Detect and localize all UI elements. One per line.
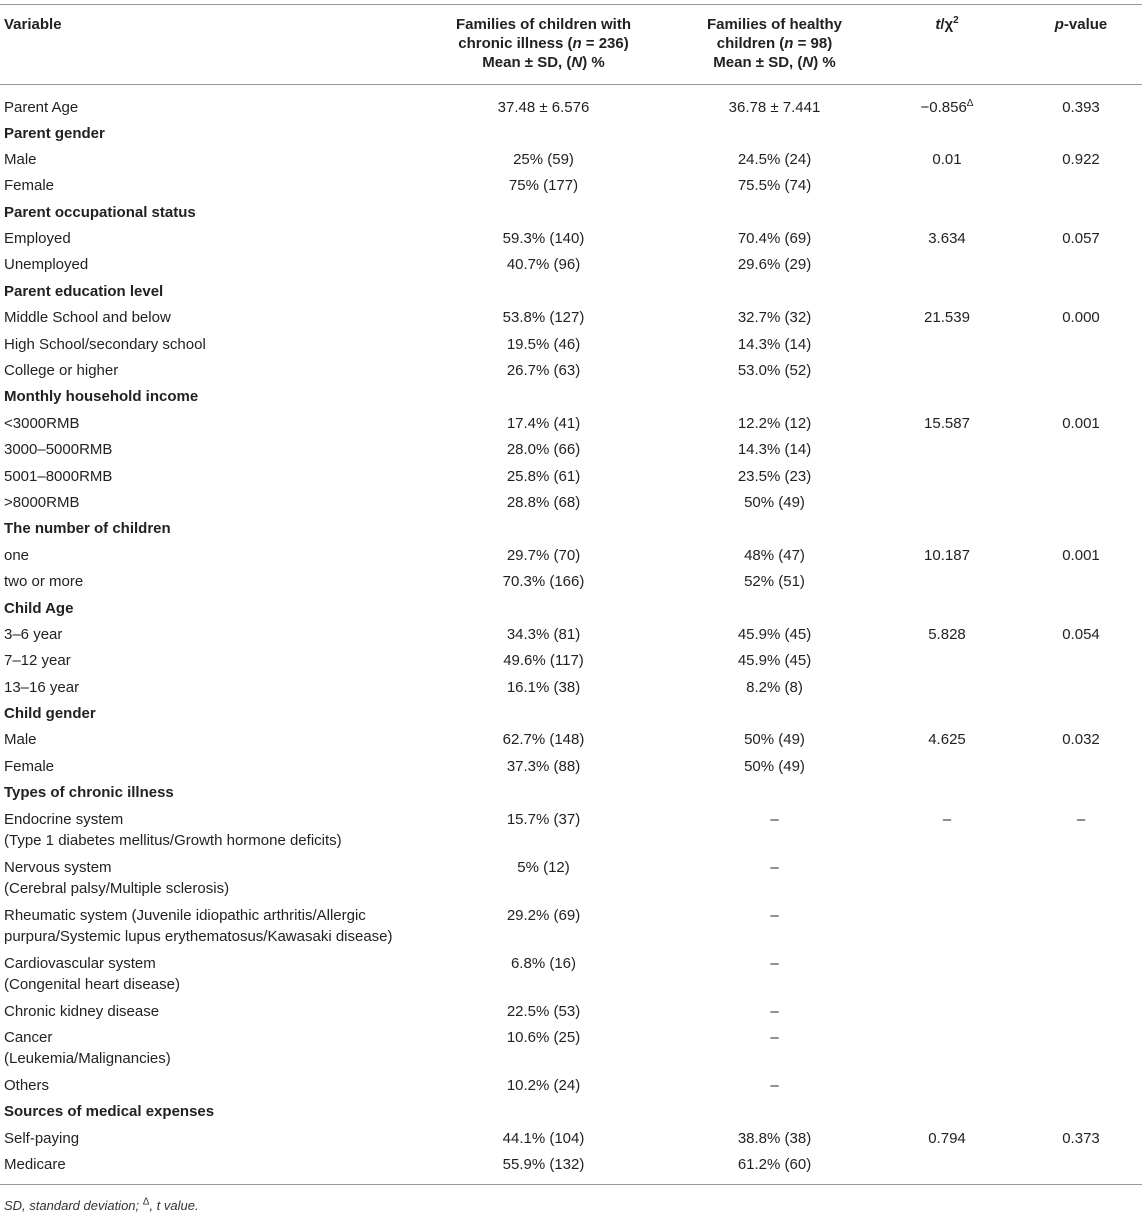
table-row <box>0 146 1142 172</box>
cell-statistic: 0.01 <box>932 150 962 168</box>
section-heading: Parent gender <box>4 124 105 142</box>
cell-healthy: 14.3% (14) <box>737 441 812 459</box>
cell-p-value: 0.393 <box>1062 99 1100 116</box>
row-variable: Male <box>4 731 37 749</box>
row-variable: Self-paying <box>4 1129 80 1147</box>
section-row <box>0 700 1142 726</box>
section-heading: Child Age <box>4 599 74 617</box>
table-row <box>0 568 1142 594</box>
cell-chronic: 25% (59) <box>513 150 574 168</box>
cell-chronic: 29.7% (70) <box>506 546 581 564</box>
table-row <box>0 1125 1142 1151</box>
cell-chronic: 53.8% (127) <box>502 309 585 327</box>
cell-healthy: 45.9% (45) <box>737 625 812 643</box>
row-variable: 3–6 year <box>4 625 63 643</box>
row-variable: College or higher <box>4 362 119 380</box>
section-heading: Sources of medical expenses <box>4 1103 215 1121</box>
cell-chronic: 44.1% (104) <box>502 1129 585 1147</box>
cell-chronic: 55.9% (132) <box>502 1156 585 1174</box>
cell-healthy: – <box>770 810 779 828</box>
section-row <box>0 199 1142 225</box>
table-row <box>0 172 1142 198</box>
cell-p-value: 0.001 <box>1062 546 1100 564</box>
table-row <box>0 806 1142 854</box>
cell-p-value: – <box>1076 810 1086 828</box>
cell-chronic: 59.3% (140) <box>502 230 585 248</box>
table-row <box>0 726 1142 752</box>
row-variable: Endocrine system (Type 1 diabetes mellitus/Growth hormone deficits) <box>4 810 342 849</box>
cell-healthy: 75.5% (74) <box>737 177 812 195</box>
row-variable: Nervous system (Cerebral palsy/Multiple sclerosis) <box>4 858 230 897</box>
row-variable: Unemployed <box>4 256 89 274</box>
header-healthy: Families of healthy children (n = 98) Mean ± SD, (N) % <box>706 16 843 71</box>
table-row <box>0 489 1142 515</box>
header-chronic-illness: Families of children with chronic illness (n = 236) Mean ± SD, (N) % <box>455 16 632 71</box>
cell-statistic: 0.794 <box>928 1129 966 1147</box>
demographics-table <box>0 4 1142 1185</box>
row-variable: one <box>4 546 30 564</box>
section-row <box>0 515 1142 541</box>
table-row <box>0 331 1142 357</box>
table-row <box>0 1151 1142 1184</box>
row-variable: Male <box>4 150 37 168</box>
header-p-value: p-value <box>1054 16 1108 33</box>
cell-statistic: 10.187 <box>924 546 970 564</box>
cell-chronic: 28.8% (68) <box>506 493 581 511</box>
cell-statistic: 21.539 <box>924 309 970 327</box>
table-row <box>0 251 1142 277</box>
table-row <box>0 85 1142 120</box>
cell-healthy: 29.6% (29) <box>737 256 812 274</box>
cell-chronic: 28.0% (66) <box>506 441 581 459</box>
row-variable: >8000RMB <box>4 493 80 511</box>
header-variable: Variable <box>4 16 62 33</box>
cell-chronic: 25.8% (61) <box>506 467 581 485</box>
row-variable: Others <box>4 1077 50 1095</box>
cell-healthy: – <box>770 906 779 924</box>
data-table-container <box>0 4 1142 1185</box>
table-row <box>0 436 1142 462</box>
cell-chronic: 37.3% (88) <box>506 757 581 775</box>
section-heading: Parent education level <box>4 282 164 300</box>
row-variable: <3000RMB <box>4 414 80 432</box>
table-row <box>0 410 1142 436</box>
cell-healthy: 53.0% (52) <box>737 362 812 380</box>
section-heading: Child gender <box>4 705 96 723</box>
row-variable: Rheumatic system (Juvenile idiopathic arthritis/Allergic purpura/Systemic lupus erythematosus/Kawasaki disease) <box>4 906 393 945</box>
cell-healthy: 61.2% (60) <box>737 1156 812 1174</box>
table-row <box>0 950 1142 998</box>
cell-statistic: 4.625 <box>928 731 966 749</box>
cell-healthy: 50% (49) <box>744 493 805 511</box>
cell-healthy: 24.5% (24) <box>737 150 812 168</box>
table-header-row <box>0 5 1142 85</box>
row-variable: two or more <box>4 573 84 591</box>
cell-statistic: 15.587 <box>924 414 970 432</box>
row-variable: Cardiovascular system (Congenital heart disease) <box>4 954 180 993</box>
cell-healthy: 48% (47) <box>744 546 805 564</box>
table-row <box>0 225 1142 251</box>
cell-healthy: 70.4% (69) <box>737 230 812 248</box>
cell-chronic: 70.3% (166) <box>502 573 585 591</box>
table-row <box>0 674 1142 700</box>
cell-p-value: 0.057 <box>1062 230 1100 248</box>
cell-healthy: – <box>770 1029 779 1047</box>
section-row <box>0 383 1142 409</box>
cell-p-value: 0.001 <box>1062 414 1100 432</box>
row-variable: 13–16 year <box>4 678 80 696</box>
cell-chronic: 40.7% (96) <box>506 256 581 274</box>
row-variable: 5001–8000RMB <box>4 467 113 485</box>
cell-healthy: 52% (51) <box>744 573 805 591</box>
row-variable: High School/secondary school <box>4 335 206 353</box>
cell-chronic: 5% (12) <box>517 858 570 876</box>
cell-chronic: 62.7% (148) <box>502 731 585 749</box>
cell-chronic: 10.6% (25) <box>506 1029 581 1047</box>
cell-healthy: 50% (49) <box>744 731 805 749</box>
cell-statistic: $-0.856^\Delta$ <box>920 98 974 116</box>
row-variable: Medicare <box>4 1156 66 1174</box>
cell-p-value: 0.054 <box>1062 625 1100 643</box>
cell-healthy: 32.7% (32) <box>737 309 812 327</box>
cell-healthy: – <box>770 1002 779 1020</box>
table-row <box>0 1024 1142 1072</box>
section-heading: Types of chronic illness <box>4 784 174 802</box>
table-row <box>0 304 1142 330</box>
section-row <box>0 120 1142 146</box>
section-heading: The number of children <box>4 520 171 538</box>
cell-healthy: 50% (49) <box>744 757 805 775</box>
cell-healthy: – <box>770 1077 779 1095</box>
row-variable: Cancer (Leukemia/Malignancies) <box>4 1029 171 1068</box>
cell-chronic: 37.48 ± 6.576 <box>497 99 590 116</box>
cell-chronic: 16.1% (38) <box>506 678 581 696</box>
table-row <box>0 647 1142 673</box>
cell-chronic: 17.4% (41) <box>506 414 581 432</box>
header-test-statistic: $t/\chi^2$ <box>935 15 959 33</box>
section-row <box>0 595 1142 621</box>
section-row <box>0 779 1142 805</box>
cell-chronic: 26.7% (63) <box>506 362 581 380</box>
cell-chronic: 49.6% (117) <box>503 652 584 670</box>
cell-statistic: – <box>942 810 952 828</box>
row-variable: Female <box>4 177 55 195</box>
row-variable: Parent Age <box>4 99 79 116</box>
row-variable: 3000–5000RMB <box>4 441 113 459</box>
cell-healthy: 23.5% (23) <box>737 467 812 485</box>
row-variable: Middle School and below <box>4 309 171 327</box>
row-variable: Chronic kidney disease <box>4 1002 160 1020</box>
table-row <box>0 621 1142 647</box>
table-row <box>0 542 1142 568</box>
cell-chronic: 75% (177) <box>508 177 579 195</box>
cell-chronic: 15.7% (37) <box>506 810 581 828</box>
cell-chronic: 29.2% (69) <box>506 906 581 924</box>
cell-chronic: 19.5% (46) <box>506 335 581 353</box>
table-row <box>0 753 1142 779</box>
cell-p-value: 0.000 <box>1062 309 1100 327</box>
cell-healthy: 45.9% (45) <box>737 652 812 670</box>
section-heading: Parent occupational status <box>4 203 196 221</box>
table-row <box>0 463 1142 489</box>
cell-chronic: 22.5% (53) <box>506 1002 581 1020</box>
row-variable: Employed <box>4 230 71 248</box>
table-footnote: SD, standard deviation; $^\Delta$, t value. <box>4 1196 199 1213</box>
table-row <box>0 998 1142 1024</box>
cell-healthy: – <box>770 858 779 876</box>
cell-healthy: 38.8% (38) <box>737 1129 812 1147</box>
table-row <box>0 1072 1142 1098</box>
section-row <box>0 1098 1142 1124</box>
cell-healthy: 8.2% (8) <box>746 678 803 696</box>
cell-chronic: 10.2% (24) <box>506 1077 581 1095</box>
cell-healthy: – <box>770 954 779 972</box>
cell-healthy: 12.2% (12) <box>737 414 812 432</box>
row-variable: 7–12 year <box>4 652 71 670</box>
table-row <box>0 902 1142 950</box>
cell-statistic: 5.828 <box>928 625 966 643</box>
cell-p-value: 0.032 <box>1062 731 1100 749</box>
table-row <box>0 357 1142 383</box>
cell-statistic: 3.634 <box>928 230 966 248</box>
cell-p-value: 0.922 <box>1062 150 1100 168</box>
cell-chronic: 6.8% (16) <box>510 954 577 972</box>
section-row <box>0 278 1142 304</box>
cell-p-value: 0.373 <box>1062 1129 1100 1147</box>
row-variable: Female <box>4 757 55 775</box>
cell-healthy: 36.78 ± 7.441 <box>728 99 821 116</box>
table-row <box>0 854 1142 902</box>
cell-chronic: 34.3% (81) <box>506 625 581 643</box>
cell-healthy: 14.3% (14) <box>737 335 812 353</box>
section-heading: Monthly household income <box>4 388 199 406</box>
